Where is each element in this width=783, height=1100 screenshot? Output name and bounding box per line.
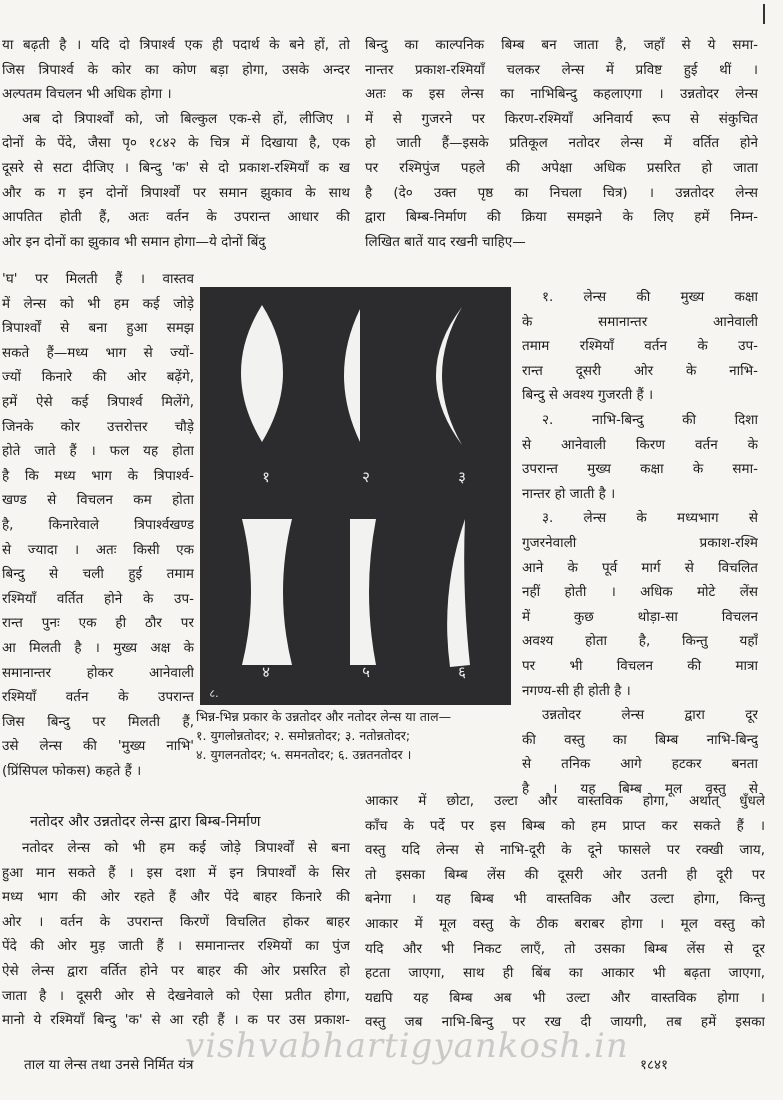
text-line: बिन्दु से अवश्य गुजरती हैं । xyxy=(522,387,654,404)
text-line: आकार में मूल वस्तु के ठीक बराबर होगा । मूल वस्तु को xyxy=(365,915,765,932)
text-line: बनेगा । यह बिम्ब भी वास्तविक और उल्टा होगा, किन्तु xyxy=(365,891,765,908)
text-line: उन्नतोदर लेन्स द्वारा दूर xyxy=(542,707,758,724)
lens-label-6: ६ xyxy=(458,663,466,681)
text-line: हमें ऐसे कई त्रिपार्श्व मिलेंगे, xyxy=(2,393,194,410)
text-line: पर भी विचलन की मात्रा xyxy=(522,657,758,674)
text-line: जिस बिन्दु पर मिलती हैं, xyxy=(2,713,194,730)
plano-concave-lens xyxy=(350,519,376,665)
text-line: तो इसका बिम्ब लेंस की दूसरी ओर उतनी ही दूरी पर xyxy=(365,866,765,883)
text-line: काँच के पर्दे पर इस बिम्ब को हम प्राप्त कर सकते हैं । xyxy=(365,817,765,834)
right-bottom-column xyxy=(365,789,765,1035)
text-line: १. लेन्स की मुख्य कक्षा xyxy=(542,289,758,305)
text-line: रान्त दूसरी ओर के नाभि- xyxy=(522,362,758,379)
text-line: वस्तु यदि लेन्स से नाभि-दूरी के दूने फासले पर रक्खी जाय, xyxy=(365,842,765,859)
section-heading: नतोदर और उन्नतोदर लेन्स द्वारा बिम्ब-निर्माण xyxy=(30,814,261,830)
text-line: जाता है । दूसरी ओर से देखनेवाले को ऐसा प्रतीत होगा, xyxy=(2,987,350,1004)
text-line: दोनों के पेंदे, जैसा पृ० १८४२ के चित्र में दिखाया है, एक xyxy=(2,135,350,152)
text-line: २. नाभि-बिन्दु की दिशा xyxy=(542,411,758,428)
text-line: आकार में छोटा, उल्टा और वास्तविक होगा, अर्थात् धुँधले xyxy=(365,793,765,809)
text-line: आ मिलती है । मुख्य अक्ष के xyxy=(2,639,194,656)
text-line: मध्य भाग की ओर रहते हैं और पेंदे बाहर किनारे की xyxy=(2,889,350,906)
text-line: तमाम रश्मियाँ वर्तन के उप- xyxy=(522,338,758,355)
figure-number: ८. xyxy=(209,687,219,700)
text-line: नान्तर प्रकाश-रश्मियाँ चलकर लेन्स में प्रविष्ट हुई थीं । xyxy=(365,61,758,78)
text-line: पर रश्मिपुंज पहले की अपेक्षा अधिक प्रसरित हो जाता xyxy=(365,159,758,176)
running-title: ताल या लेन्स तथा उनसे निर्मित यंत्र xyxy=(24,1057,194,1073)
text-line: मानो ये रश्मियाँ बिन्दु 'क' से आ रही हैं । क पर उस प्रकाश- xyxy=(2,1012,350,1029)
watermark: vishvabhartigyankosh.in xyxy=(185,1026,629,1066)
text-line: ऐसे लेन्स द्वारा वर्तित होने पर बाहर की ओर प्रसरित हो xyxy=(2,962,350,979)
text-line: पेंदे की ओर मुड़ जाती हैं । समानान्तर रश्मियों का पुंज xyxy=(2,938,350,955)
lens-figure xyxy=(200,287,511,705)
lens-label-2: २ xyxy=(362,468,370,486)
text-line: आने के पूर्व मार्ग से विचलित xyxy=(522,559,758,576)
text-line: त्रिपार्श्वों से बना हुआ समझ xyxy=(2,320,194,337)
text-line: गुजरनेवाली प्रकाश-रश्मि xyxy=(522,534,758,551)
lens-label-3: ३ xyxy=(458,468,466,486)
text-line: से तनिक आगे हटकर बनता xyxy=(522,756,758,773)
figure-caption-title: भिन्न-भिन्न प्रकार के उन्नतोदर और नतोदर लेन्स या ताल— xyxy=(196,709,452,724)
right-top-column xyxy=(365,33,758,254)
text-line: (प्रिंसिपल फोकस) कहते हैं । xyxy=(2,762,142,779)
plano-convex-lens xyxy=(344,309,360,442)
text-line: उपरान्त मुख्य कक्षा के समा- xyxy=(522,461,758,478)
text-line: यद्यपि यह बिम्ब अब भी उल्टा और वास्तविक होगा । xyxy=(365,989,765,1006)
text-line: अब दो त्रिपार्श्वों को, जो बिल्कुल एक-से हों, लीजिए । xyxy=(22,110,350,127)
lens-types-illustration xyxy=(200,287,511,705)
text-line: ओर । वर्तन के उपरान्त किरणें विचलित होकर बाहर xyxy=(2,913,350,930)
text-line: और क ग इन दोनों त्रिपार्श्वों पर समान झुकाव के साथ xyxy=(2,184,350,201)
biconvex-lens xyxy=(241,305,283,442)
text-line: में कुछ थोड़ा-सा विचलन xyxy=(522,608,758,625)
text-line: के समानान्तर आनेवाली xyxy=(522,313,758,330)
text-line: ३. लेन्स के मध्यभाग से xyxy=(542,510,758,527)
text-line: नहीं होती । अधिक मोटे लेंस xyxy=(522,584,758,601)
text-line: रश्मियाँ वर्तित होने के उप- xyxy=(2,590,194,607)
page-number: १८४१ xyxy=(640,1057,669,1073)
concavo-convex-lens xyxy=(436,307,462,445)
text-line: है । यह बिम्ब मूल वस्तु से xyxy=(522,780,758,797)
lens-label-5: ५ xyxy=(362,663,370,681)
text-line: अवश्य होता है, किन्तु यहाँ xyxy=(522,633,758,650)
text-line: ओर इन दोनों का झुकाव भी समान होगा—ये दोनों बिंदु xyxy=(2,233,266,250)
text-line: नगण्य-सी ही होती है । xyxy=(522,682,631,699)
text-line: जिस त्रिपार्श्व के कोर का कोण बड़ा होगा, उसके अन्दर xyxy=(2,61,350,78)
text-line: या बढ़ती है । यदि दो त्रिपार्श्व एक ही पदार्थ के बने हों, तो xyxy=(2,37,350,53)
text-line: रश्मियाँ वर्तन के उपरान्त xyxy=(2,689,194,706)
text-line: जिनके कोर उत्तरोत्तर चौड़े xyxy=(2,418,194,435)
left-top-column xyxy=(2,33,350,254)
text-line: है, किनारेवाले त्रिपार्श्वखण्ड xyxy=(2,516,194,533)
text-line: नान्तर हो जाती है । xyxy=(522,485,616,502)
text-line: में से गुजरने पर किरण-रश्मियाँ अनिवार्य रूप से संकुचित xyxy=(365,110,758,127)
text-line: हो जाती हैं—इसके प्रतिकूल नतोदर लेन्स में वर्तित होने xyxy=(365,135,758,152)
text-line: वस्तु जब नाभि-बिन्दु पर रख दी जायगी, तब हमें इसका xyxy=(365,1014,765,1031)
text-line: है कि मध्य भाग के त्रिपार्श्व- xyxy=(2,467,194,484)
text-line: दूसरे से सटा दीजिए । बिन्दु 'क' से दो प्रकाश-रश्मियाँ क ख xyxy=(2,159,350,176)
text-line: 'घ' पर मिलती हैं । वास्तव xyxy=(2,271,194,287)
text-line: में लेन्स को भी हम कई जोड़े xyxy=(2,295,194,312)
convexo-concave-lens xyxy=(447,519,470,667)
scan-mark xyxy=(763,4,769,24)
text-line: बिन्दु का काल्पनिक बिम्ब बन जाता है, जहाँ से ये समा- xyxy=(365,37,758,53)
text-line: अल्पतम विचलन भी अधिक होगा । xyxy=(2,86,172,103)
text-line: रान्त पुनः एक ही ठौर पर xyxy=(2,615,194,632)
text-line: होते जाते हैं । फल यह होता xyxy=(2,443,194,460)
figure-caption-line-3: ४. युगलनतोदर; ५. समनतोदर; ६. उन्नतनतोदर । xyxy=(196,747,412,762)
text-line: समानान्तर होकर आनेवाली xyxy=(2,664,194,681)
text-line: है (दे० उक्त पृष्ठ का निचला चित्र) । उन्नतोदर लेन्स xyxy=(365,184,758,201)
text-line: लिखित बातें याद रखनी चाहिए— xyxy=(365,233,526,250)
left-bottom-column xyxy=(2,836,350,1033)
text-line: खण्ड से विचलन कम होता xyxy=(2,492,194,509)
text-line: द्वारा बिम्ब-निर्माण की क्रिया समझने के लिए हमें निम्न- xyxy=(365,209,758,226)
text-line: हुआ मान सकते हैं । इस दशा में इन त्रिपार्श्वों के सिर xyxy=(2,864,350,881)
text-line: से ज्यादा । अतः किसी एक xyxy=(2,541,194,558)
text-line: ज्यों किनारे की ओर बढ़ेंगे, xyxy=(2,369,194,386)
figure-caption-line-2: १. युगलोन्नतोदर; २. समोन्नतोदर; ३. नतोन्नतोदर; xyxy=(196,728,411,743)
text-line: अतः क इस लेन्स का नाभिबिन्दु कहलाएगा । उन्नतोदर लेन्स xyxy=(365,86,758,103)
text-line: सकते हैं—मध्य भाग से ज्यों- xyxy=(2,344,194,361)
right-narrow-column xyxy=(522,285,758,801)
text-line: यदि और भी निकट लाएँ, तो उसका बिम्ब लेंस से दूर xyxy=(365,940,765,957)
text-line: उसे लेन्स की 'मुख्य नाभि' xyxy=(2,738,194,755)
text-line: बिन्दु से चली हुई तमाम xyxy=(2,566,194,583)
text-line: से आनेवाली किरण वर्तन के xyxy=(522,436,758,453)
text-line: नतोदर लेन्स को भी हम कई जोड़े त्रिपार्श्वों से बना xyxy=(22,840,350,856)
text-line: हटता जाएगा, साथ ही बिंब का आकार भी बढ़ता जाएगा, xyxy=(365,965,765,982)
lens-label-4: ४ xyxy=(262,663,270,681)
left-narrow-column xyxy=(2,267,194,783)
text-line: आपतित होती हैं, अतः वर्तन के उपरान्त आधार की xyxy=(2,209,350,226)
biconcave-lens xyxy=(242,519,292,665)
text-line: की वस्तु का बिम्ब नाभि-बिन्दु xyxy=(522,731,758,748)
lens-label-1: १ xyxy=(262,468,270,486)
